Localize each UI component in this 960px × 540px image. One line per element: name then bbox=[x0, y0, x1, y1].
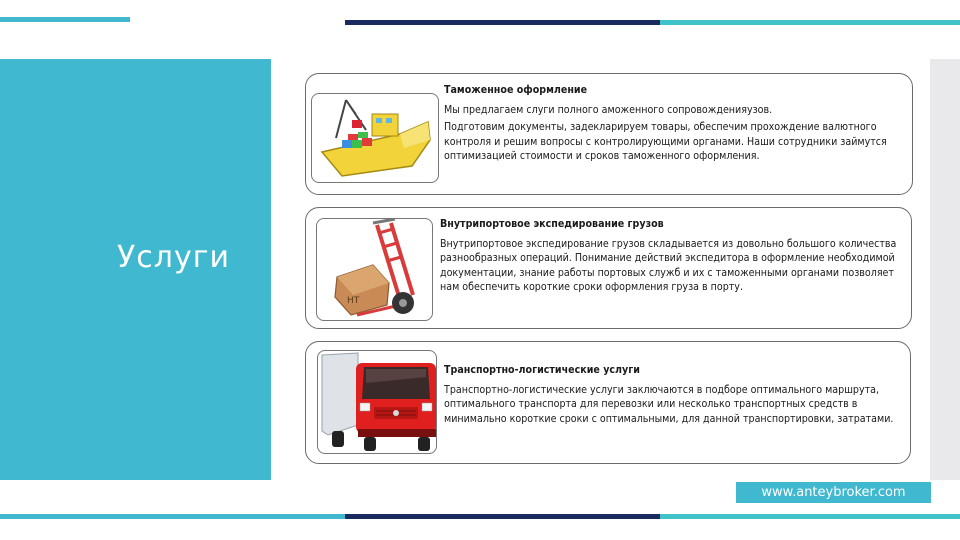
website-link[interactable]: www.anteybroker.com bbox=[735, 481, 932, 504]
red-truck-icon bbox=[318, 351, 437, 454]
service-paragraph: Внутрипортовое экспедирование грузов складывается из довольно большого количества разнообразных операций. Понимание действий экспедитора в оформление необходимой документации, знание работы портовых служб и их с таможенными органами позволяет нам обеспечить короткие сроки оформления груза в порту. bbox=[440, 237, 897, 294]
service-text-customs bbox=[444, 83, 909, 167]
right-side-bar bbox=[930, 59, 960, 480]
bottom-stripe-navy bbox=[345, 514, 660, 519]
service-image-customs bbox=[311, 93, 439, 183]
service-text-logistics bbox=[444, 363, 906, 429]
section-title: Услуги bbox=[117, 240, 230, 275]
service-paragraph: Подготовим документы, задекларируем товары, обеспечим прохождение валютного контроля и решим вопросы с контролирующими органами. Наши сотрудники займутся оптимизацией стоимости и сроков таможенного оформления. bbox=[444, 121, 887, 163]
service-text-port-forwarding bbox=[440, 217, 908, 298]
bottom-stripe-teal bbox=[660, 514, 960, 519]
service-title-port-forwarding: Внутрипортовое экспедирование грузов bbox=[440, 218, 664, 230]
top-stripe-teal bbox=[660, 20, 960, 25]
service-title-customs: Таможенное оформление bbox=[444, 84, 588, 96]
svg-text:HT: HT bbox=[347, 296, 360, 306]
service-title-logistics: Транспортно-логистические услуги bbox=[444, 364, 640, 376]
top-stripe-light bbox=[0, 17, 130, 22]
hand-truck-icon bbox=[317, 219, 433, 321]
cargo-ship-icon bbox=[312, 94, 439, 183]
service-image-logistics bbox=[317, 350, 437, 454]
service-paragraph: Мы предлагаем слуги полного аможенного сопровожденияузов. bbox=[444, 103, 773, 116]
bottom-stripe-light bbox=[0, 514, 345, 519]
service-paragraph: Транспортно-логистические услуги заключаются в подборе оптимального маршрута, оптимального транспорта для перевозки или несколько транспортных средств в минимально короткие сроки с оптимальными, для данной транспортировки, затратами. bbox=[444, 383, 894, 425]
service-image-port-forwarding bbox=[316, 218, 433, 321]
top-stripe-navy bbox=[345, 20, 660, 25]
